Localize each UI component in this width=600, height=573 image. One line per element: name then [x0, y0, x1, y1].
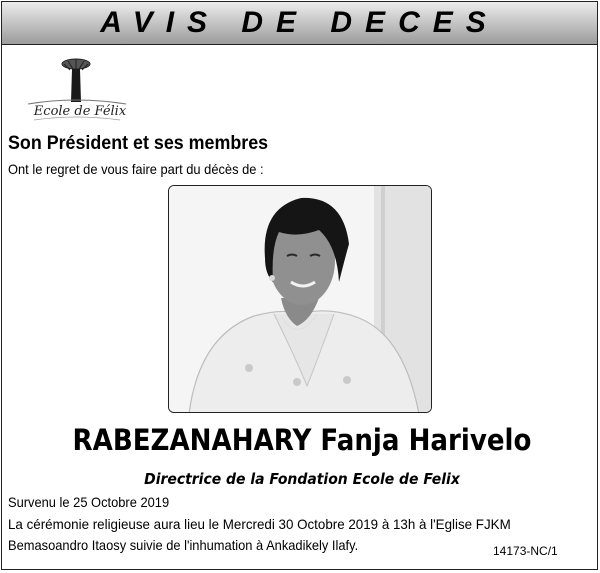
president-heading: Son Président et ses membres [8, 133, 269, 154]
school-logo [20, 54, 132, 126]
date-of-death-line: Survenu le 25 Octobre 2019 [8, 494, 170, 510]
portrait-photo [168, 185, 432, 413]
regret-line: Ont le regret de vous faire part du décès de : [8, 161, 264, 177]
logo-text: Ecole de Félix [33, 104, 127, 119]
burial-line: Bemasoandro Itaosy suivie de l'inhumation à Ankadikely Ilafy. [8, 537, 359, 553]
reference-number: 14173-NC/1 [493, 544, 558, 558]
title-banner [2, 2, 597, 45]
ceremony-line: La cérémonie religieuse aura lieu le Mercredi 30 Octobre 2019 à 13h à l'Eglise FJKM [8, 516, 511, 532]
deceased-role: Directrice de la Fondation Ecole de Felix [144, 470, 460, 488]
portrait-image [169, 186, 432, 413]
deceased-name: RABEZANAHARY Fanja Harivelo [72, 423, 532, 457]
notice-frame [1, 1, 598, 570]
banner-title: AVIS DE DECES [100, 6, 499, 39]
